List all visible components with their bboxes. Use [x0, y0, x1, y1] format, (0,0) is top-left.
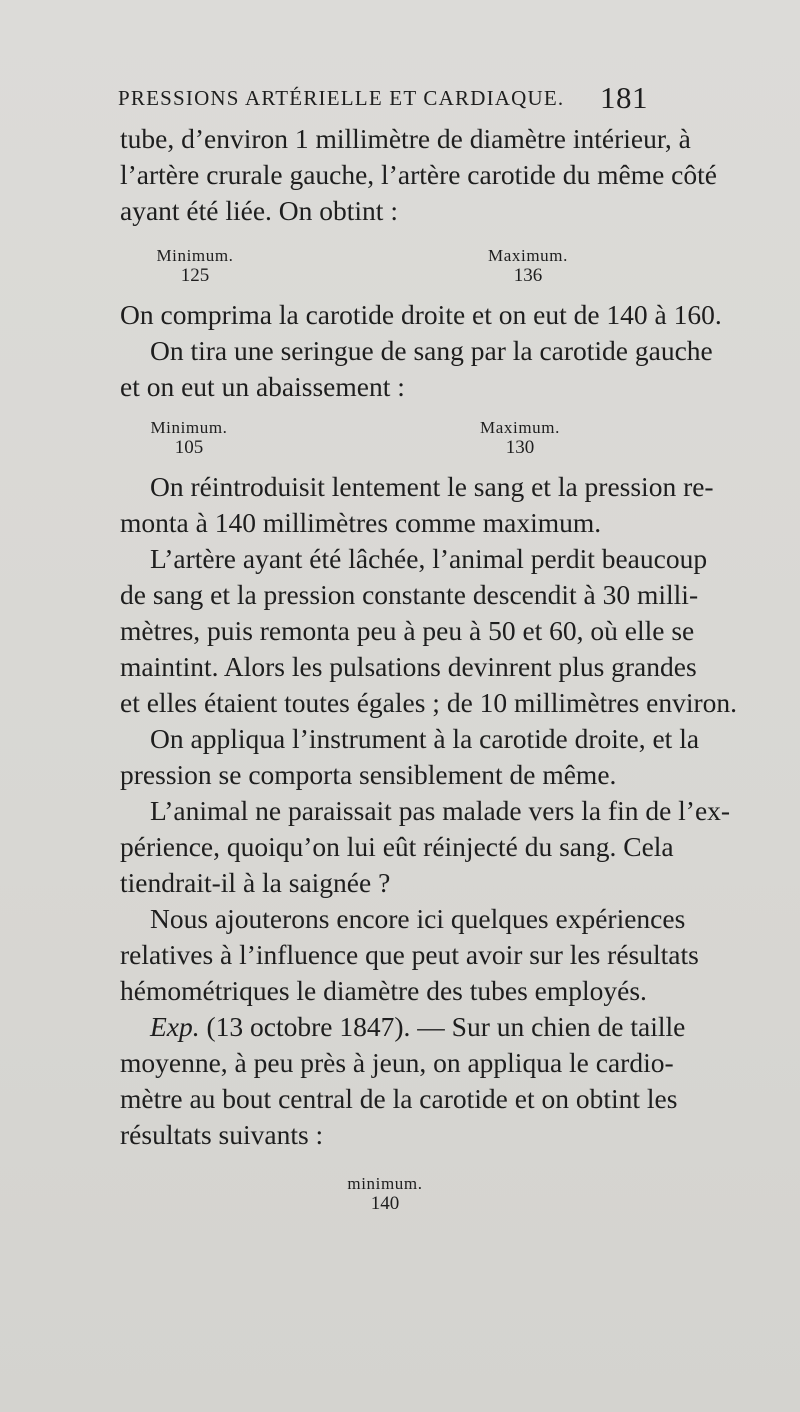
- text-line: mètres, puis remonta peu à peu à 50 et 60, où elle se: [120, 615, 695, 646]
- measurement-maximum: [468, 246, 588, 286]
- measurement-value: 125: [180, 265, 210, 286]
- text-line: tiendrait-il à la saignée ?: [120, 867, 391, 898]
- measurement-label: Maximum.: [488, 246, 568, 265]
- text-line: ayant été liée. On obtint :: [120, 195, 398, 226]
- measurement-maximum: [460, 418, 580, 458]
- page-number: 181: [600, 80, 648, 115]
- text-line: mètre au bout central de la carotide et on obtint les: [120, 1083, 678, 1114]
- text-line: Nous ajouterons encore ici quelques expériences: [150, 903, 686, 934]
- text-line: On comprima la carotide droite et on eut de 140 à 160.: [120, 299, 722, 330]
- text-line: On tira une seringue de sang par la carotide gauche: [150, 335, 713, 366]
- text-line: l’artère crurale gauche, l’artère carotide du même côté: [120, 159, 717, 190]
- measurement-minimum: [134, 418, 244, 458]
- text-line: [150, 1010, 686, 1044]
- text-line: et elles étaient toutes égales ; de 10 millimètres environ.: [120, 687, 738, 718]
- text-line: relatives à l’influence que peut avoir sur les résultats: [120, 939, 699, 970]
- experiment-label: Exp.: [150, 1011, 200, 1042]
- text-line: de sang et la pression constante descendit à 30 milli-: [120, 579, 699, 610]
- measurement-label: Minimum.: [150, 418, 228, 437]
- measurement-label: Maximum.: [480, 418, 560, 437]
- measurement-label: minimum.: [347, 1174, 423, 1193]
- measurement-label: Minimum.: [156, 246, 234, 265]
- measurement-value: 130: [505, 437, 535, 458]
- text-line: On appliqua l’instrument à la carotide droite, et la: [150, 723, 700, 754]
- measurement-minimum: [330, 1174, 440, 1214]
- measurement-minimum: [140, 246, 250, 286]
- text-line: pression se comporta sensiblement de même.: [120, 759, 617, 790]
- text-line: On réintroduisit lentement le sang et la pression re-: [150, 471, 714, 502]
- text-line: tube, d’environ 1 millimètre de diamètre intérieur, à: [120, 123, 691, 154]
- page-header: [118, 82, 648, 122]
- text-line: périence, quoiqu’on lui eût réinjecté du sang. Cela: [120, 831, 674, 862]
- text-span: (13 octobre 1847). — Sur un chien de taille: [206, 1011, 686, 1042]
- text-line: moyenne, à peu près à jeun, on appliqua le cardio-: [120, 1047, 674, 1078]
- running-head: PRESSIONS ARTÉRIELLE ET CARDIAQUE.: [118, 86, 565, 110]
- text-line: L’artère ayant été lâchée, l’animal perdit beaucoup: [150, 543, 708, 574]
- text-line: monta à 140 millimètres comme maximum.: [120, 507, 602, 538]
- text-line: L’animal ne paraissait pas malade vers la fin de l’ex-: [150, 795, 731, 826]
- measurement-value: 136: [513, 265, 543, 286]
- measurement-value: 140: [370, 1193, 400, 1214]
- text-line: hémométriques le diamètre des tubes employés.: [120, 975, 647, 1006]
- text-line: et on eut un abaissement :: [120, 371, 405, 402]
- measurement-value: 105: [174, 437, 204, 458]
- text-line: maintint. Alors les pulsations devinrent plus grandes: [120, 651, 697, 682]
- text-line: résultats suivants :: [120, 1119, 324, 1150]
